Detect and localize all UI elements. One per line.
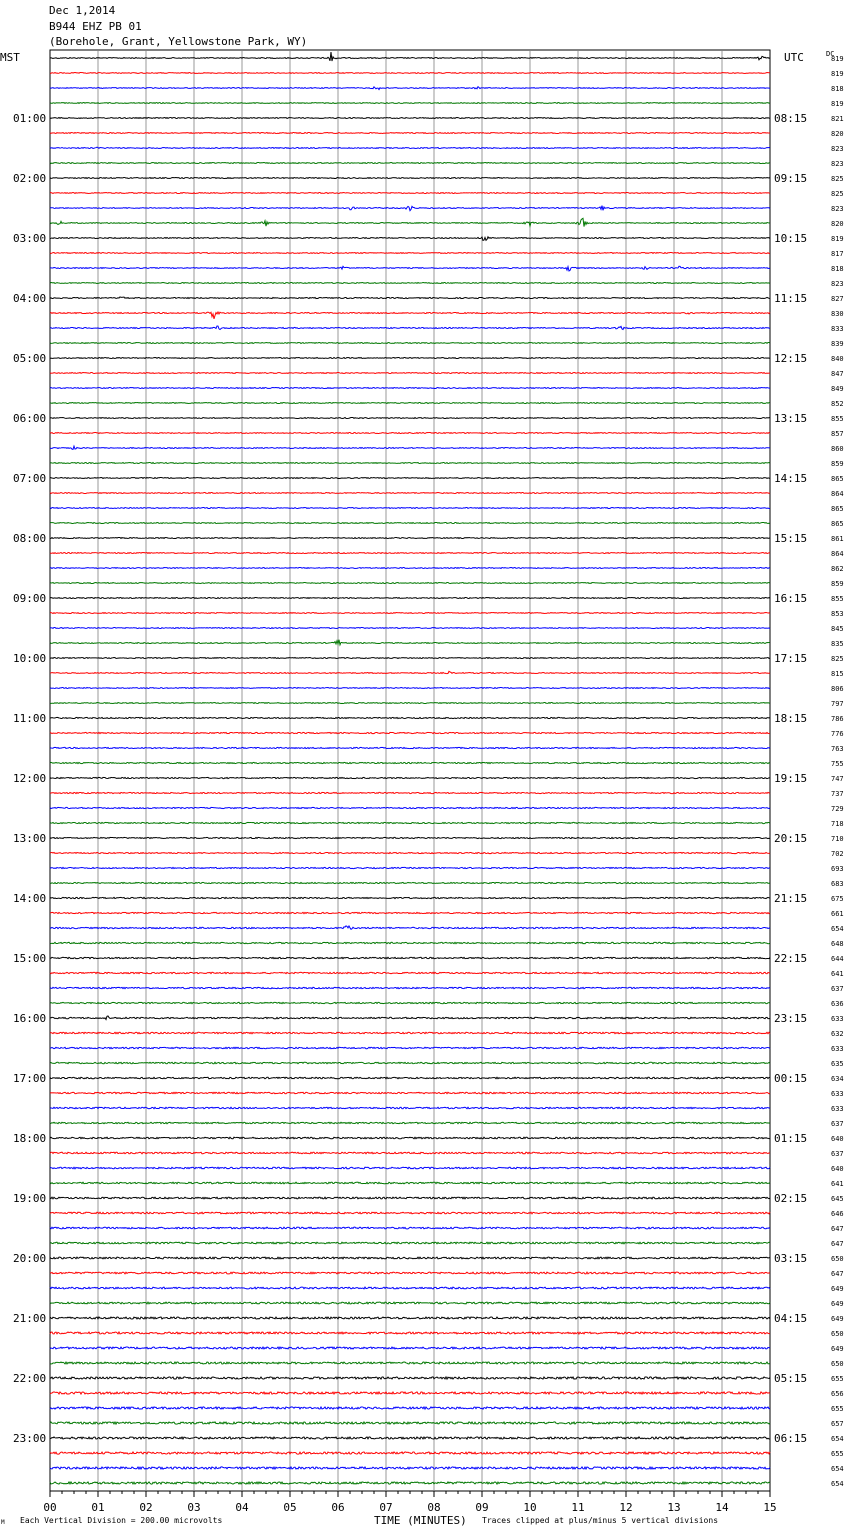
dc-offset-label: 655 (831, 1375, 844, 1383)
left-hour-label: 02:00 (13, 172, 47, 185)
seismic-trace (50, 1422, 770, 1424)
right-hour-label: 23:15 (774, 1012, 808, 1025)
dc-offset-label: 654 (831, 1435, 844, 1443)
dc-offset-label: 661 (831, 910, 844, 918)
dc-offset-label: 633 (831, 1105, 844, 1113)
seismic-trace (50, 118, 770, 119)
dc-offset-label: 646 (831, 1210, 844, 1218)
left-timezone-label: MST (0, 51, 20, 64)
seismic-trace (50, 852, 770, 853)
left-hour-label: 07:00 (13, 472, 47, 485)
seismic-trace (50, 1482, 770, 1484)
seismic-trace (50, 133, 770, 134)
x-tick-label: 07 (379, 1501, 393, 1514)
right-hour-label: 20:15 (774, 832, 808, 845)
left-hour-label: 06:00 (13, 412, 47, 425)
seismic-trace (50, 1212, 770, 1214)
seismic-trace (50, 1032, 770, 1034)
dc-offset-label: 645 (831, 1195, 844, 1203)
x-tick-label: 09 (475, 1501, 489, 1514)
right-hour-label: 14:15 (774, 472, 808, 485)
x-axis-title: TIME (MINUTES) (374, 1514, 467, 1527)
seismic-trace (50, 1002, 770, 1003)
dc-offset-label: 823 (831, 280, 844, 288)
dc-offset-label: 839 (831, 340, 844, 348)
dc-offset-label: 641 (831, 1180, 844, 1188)
seismic-trace (50, 193, 770, 194)
seismic-trace (50, 237, 770, 241)
seismic-trace (50, 538, 770, 539)
left-hour-label: 15:00 (13, 952, 47, 965)
seismic-trace (50, 1407, 770, 1409)
dc-offset-label: 835 (831, 640, 844, 648)
right-hour-label: 16:15 (774, 592, 808, 605)
x-axis (43, 1491, 776, 1514)
left-hour-label: 10:00 (13, 652, 47, 665)
seismic-trace (50, 957, 770, 958)
dc-offset-label: 636 (831, 1000, 844, 1008)
seismic-trace (50, 658, 770, 659)
dc-offset-label: 747 (831, 775, 844, 783)
left-hour-label: 01:00 (13, 112, 47, 125)
right-hour-label: 10:15 (774, 232, 808, 245)
right-hour-label: 08:15 (774, 112, 808, 125)
dc-offset-label: 675 (831, 895, 844, 903)
dc-offset-label: 640 (831, 1165, 844, 1173)
dc-offset-label: 817 (831, 250, 844, 258)
dc-offset-label: 649 (831, 1300, 844, 1308)
left-hour-label: 18:00 (13, 1132, 47, 1145)
footer-mark: M (1, 1519, 5, 1526)
seismic-trace (50, 1437, 770, 1439)
left-hour-labels (13, 112, 46, 1445)
x-tick-label: 00 (43, 1501, 57, 1514)
dc-offset-label: 654 (831, 1465, 844, 1473)
dc-offset-label: 849 (831, 385, 844, 393)
seismic-trace (50, 297, 770, 299)
seismic-trace (50, 253, 770, 254)
seismic-trace (50, 1257, 770, 1259)
dc-offset-label: 865 (831, 520, 844, 528)
seismic-trace (50, 388, 770, 389)
dc-offset-label: 847 (831, 370, 844, 378)
seismic-trace (50, 1287, 770, 1289)
footer-clip-note: Traces clipped at plus/minus 5 vertical divisions (482, 1516, 719, 1525)
seismic-trace (50, 1062, 770, 1064)
left-hour-label: 09:00 (13, 592, 47, 605)
plot-frame (50, 50, 770, 1491)
dc-offset-label: 763 (831, 745, 844, 753)
seismic-trace (50, 478, 770, 479)
seismic-trace (50, 283, 770, 284)
dc-offset-label: 830 (831, 310, 844, 318)
seismic-trace (50, 732, 770, 733)
header-date: Dec 1,2014 (49, 4, 116, 17)
dc-offset-label: 786 (831, 715, 844, 723)
dc-offset-label: 656 (831, 1390, 844, 1398)
seismic-trace (50, 1122, 770, 1124)
seismic-trace (50, 1272, 770, 1274)
dc-offset-label: 776 (831, 730, 844, 738)
dc-offset-label: 857 (831, 430, 844, 438)
dc-offset-label: 683 (831, 880, 844, 888)
x-tick-label: 11 (571, 1501, 585, 1514)
dc-offset-label: 819 (831, 55, 844, 63)
seismic-trace (50, 807, 770, 808)
dc-offset-label: 637 (831, 985, 844, 993)
dc-offset-label: 644 (831, 955, 844, 963)
seismic-trace (50, 1167, 770, 1169)
dc-header-label: DC (826, 50, 835, 58)
right-hour-label: 22:15 (774, 952, 808, 965)
dc-offset-label: 647 (831, 1225, 844, 1233)
right-hour-label: 01:15 (774, 1132, 808, 1145)
seismic-trace (50, 358, 770, 359)
seismic-trace (50, 1347, 770, 1349)
dc-offset-label: 855 (831, 595, 844, 603)
seismic-trace (50, 1077, 770, 1079)
seismic-trace (50, 822, 770, 823)
dc-offset-label: 637 (831, 1150, 844, 1158)
seismic-trace (50, 523, 770, 524)
dc-offset-label: 729 (831, 805, 844, 813)
dc-offset-label: 702 (831, 850, 844, 858)
dc-offset-label: 815 (831, 670, 844, 678)
seismic-trace (50, 52, 770, 61)
seismic-trace (50, 433, 770, 434)
seismic-trace (50, 972, 770, 973)
seismic-trace (50, 671, 770, 673)
seismic-trace (50, 1016, 770, 1020)
seismic-trace (50, 343, 770, 344)
dc-offset-label: 693 (831, 865, 844, 873)
seismic-trace (50, 897, 770, 898)
seismic-trace (50, 1047, 770, 1048)
x-tick-label: 06 (331, 1501, 345, 1514)
x-tick-label: 03 (187, 1501, 201, 1514)
dc-offset-label: 634 (831, 1075, 844, 1083)
left-hour-label: 12:00 (13, 772, 47, 785)
dc-offset-label: 797 (831, 700, 844, 708)
dc-offset-label: 650 (831, 1360, 844, 1368)
seismic-trace (50, 493, 770, 494)
seismic-trace (50, 312, 770, 319)
dc-offset-label: 825 (831, 655, 844, 663)
seismic-trace (50, 508, 770, 509)
seismic-trace (50, 266, 770, 271)
header-location: (Borehole, Grant, Yellowstone Park, WY) (49, 35, 308, 48)
dc-offset-label: 818 (831, 85, 844, 93)
dc-offset-label: 640 (831, 1135, 844, 1143)
dc-offset-label: 859 (831, 460, 844, 468)
seismic-trace (50, 613, 770, 614)
seismic-trace (50, 553, 770, 554)
dc-offset-label: 655 (831, 1450, 844, 1458)
dc-offset-label: 845 (831, 625, 844, 633)
dc-offset-label: 635 (831, 1060, 844, 1068)
seismic-trace (50, 163, 770, 164)
dc-offset-label: 852 (831, 400, 844, 408)
dc-offset-label: 819 (831, 100, 844, 108)
left-hour-label: 19:00 (13, 1192, 47, 1205)
left-hour-label: 16:00 (13, 1012, 47, 1025)
dc-offset-label: 823 (831, 160, 844, 168)
seismic-trace (50, 747, 770, 748)
dc-offset-label: 827 (831, 295, 844, 303)
dc-offset-label: 820 (831, 130, 844, 138)
right-hour-label: 02:15 (774, 1192, 808, 1205)
dc-offset-labels (831, 55, 844, 1488)
x-tick-label: 13 (667, 1501, 681, 1514)
seismic-trace (50, 206, 770, 211)
seismic-trace (50, 583, 770, 584)
left-hour-label: 08:00 (13, 532, 47, 545)
dc-offset-label: 633 (831, 1015, 844, 1023)
seismic-trace (50, 326, 770, 330)
seismic-trace (50, 1227, 770, 1229)
dc-offset-label: 865 (831, 475, 844, 483)
left-hour-label: 04:00 (13, 292, 47, 305)
x-tick-label: 10 (523, 1501, 537, 1514)
seismic-trace (50, 403, 770, 404)
right-hour-label: 12:15 (774, 352, 808, 365)
dc-offset-label: 864 (831, 490, 844, 498)
seismic-trace (50, 1467, 770, 1469)
seismic-trace (50, 1242, 770, 1244)
seismic-trace (50, 568, 770, 569)
dc-offset-label: 649 (831, 1345, 844, 1353)
seismic-trace (50, 1197, 770, 1199)
seismic-trace (50, 103, 770, 104)
right-hour-labels (774, 112, 807, 1445)
grid-lines (50, 50, 770, 1491)
seismic-trace (50, 777, 770, 778)
seismic-trace (50, 418, 770, 419)
dc-offset-label: 865 (831, 505, 844, 513)
seismic-trace (50, 218, 770, 226)
seismic-trace (50, 882, 770, 883)
seismic-trace (50, 703, 770, 704)
dc-offset-label: 806 (831, 685, 844, 693)
dc-offset-label: 654 (831, 925, 844, 933)
left-hour-label: 20:00 (13, 1252, 47, 1265)
dc-offset-label: 825 (831, 175, 844, 183)
seismic-trace (50, 912, 770, 913)
seismic-trace (50, 640, 770, 645)
seismic-trace (50, 1182, 770, 1184)
x-tick-label: 05 (283, 1501, 297, 1514)
x-tick-label: 02 (139, 1501, 153, 1514)
dc-offset-label: 654 (831, 1480, 844, 1488)
seismic-trace (50, 867, 770, 868)
right-hour-label: 03:15 (774, 1252, 808, 1265)
dc-offset-label: 859 (831, 580, 844, 588)
dc-offset-label: 637 (831, 1120, 844, 1128)
seismic-trace (50, 178, 770, 179)
seismic-trace (50, 1152, 770, 1154)
right-hour-label: 06:15 (774, 1432, 808, 1445)
dc-offset-label: 840 (831, 355, 844, 363)
right-hour-label: 05:15 (774, 1372, 808, 1385)
seismic-trace (50, 463, 770, 464)
seismic-trace (50, 1332, 770, 1334)
seismic-trace (50, 147, 770, 148)
dc-offset-label: 641 (831, 970, 844, 978)
dc-offset-label: 647 (831, 1270, 844, 1278)
dc-offset-label: 648 (831, 940, 844, 948)
seismic-trace (50, 1317, 770, 1319)
left-hour-label: 05:00 (13, 352, 47, 365)
seismic-trace (50, 1377, 770, 1379)
seismic-trace (50, 762, 770, 763)
seismic-trace (50, 373, 770, 374)
right-hour-label: 15:15 (774, 532, 808, 545)
left-hour-label: 14:00 (13, 892, 47, 905)
seismic-trace (50, 926, 770, 929)
dc-offset-label: 823 (831, 205, 844, 213)
header-station: B944 EHZ PB 01 (49, 20, 142, 33)
seismic-trace (50, 1302, 770, 1304)
left-hour-label: 11:00 (13, 712, 47, 725)
right-hour-label: 17:15 (774, 652, 808, 665)
x-tick-label: 08 (427, 1501, 441, 1514)
footer-scale-note: Each Vertical Division = 200.00 microvolts (20, 1516, 223, 1525)
right-hour-label: 18:15 (774, 712, 808, 725)
dc-offset-label: 821 (831, 115, 844, 123)
seismic-trace (50, 1452, 770, 1454)
right-hour-label: 21:15 (774, 892, 808, 905)
x-tick-label: 04 (235, 1501, 249, 1514)
dc-offset-label: 650 (831, 1255, 844, 1263)
left-hour-label: 23:00 (13, 1432, 47, 1445)
dc-offset-label: 823 (831, 145, 844, 153)
seismic-trace (50, 942, 770, 943)
seismic-trace (50, 73, 770, 74)
dc-offset-label: 820 (831, 220, 844, 228)
seismic-trace (50, 87, 770, 90)
x-tick-label: 15 (763, 1501, 777, 1514)
right-hour-label: 00:15 (774, 1072, 808, 1085)
dc-offset-label: 825 (831, 190, 844, 198)
seismic-trace (50, 1137, 770, 1139)
seismic-trace (50, 837, 770, 838)
dc-offset-label: 819 (831, 235, 844, 243)
x-tick-label: 01 (91, 1501, 105, 1514)
dc-offset-label: 864 (831, 550, 844, 558)
dc-offset-label: 755 (831, 760, 844, 768)
left-hour-label: 17:00 (13, 1072, 47, 1085)
trace-group (50, 52, 770, 1484)
dc-offset-label: 632 (831, 1030, 844, 1038)
seismic-trace (50, 1362, 770, 1364)
left-hour-label: 21:00 (13, 1312, 47, 1325)
seismic-trace (50, 1092, 770, 1094)
right-hour-label: 11:15 (774, 292, 808, 305)
dc-offset-label: 860 (831, 445, 844, 453)
dc-offset-label: 819 (831, 70, 844, 78)
dc-offset-label: 647 (831, 1240, 844, 1248)
dc-offset-label: 657 (831, 1420, 844, 1428)
dc-offset-label: 633 (831, 1090, 844, 1098)
seismic-trace (50, 987, 770, 988)
dc-offset-label: 710 (831, 835, 844, 843)
dc-offset-label: 650 (831, 1330, 844, 1338)
dc-offset-label: 862 (831, 565, 844, 573)
right-hour-label: 13:15 (774, 412, 808, 425)
dc-offset-label: 818 (831, 265, 844, 273)
seismic-trace (50, 1392, 770, 1394)
dc-offset-label: 649 (831, 1285, 844, 1293)
x-tick-label: 14 (715, 1501, 729, 1514)
left-hour-label: 13:00 (13, 832, 47, 845)
dc-offset-label: 853 (831, 610, 844, 618)
seismic-trace (50, 446, 770, 449)
seismic-trace (50, 598, 770, 599)
x-tick-label: 12 (619, 1501, 633, 1514)
dc-offset-label: 855 (831, 415, 844, 423)
right-timezone-label: UTC (784, 51, 804, 64)
seismic-trace (50, 717, 770, 718)
dc-offset-label: 833 (831, 325, 844, 333)
dc-offset-label: 649 (831, 1315, 844, 1323)
dc-offset-label: 737 (831, 790, 844, 798)
seismic-trace (50, 628, 770, 629)
dc-offset-label: 655 (831, 1405, 844, 1413)
right-hour-label: 19:15 (774, 772, 808, 785)
dc-offset-label: 718 (831, 820, 844, 828)
right-hour-label: 09:15 (774, 172, 808, 185)
seismic-trace (50, 792, 770, 793)
left-hour-label: 03:00 (13, 232, 47, 245)
seismic-trace (50, 688, 770, 689)
seismic-trace (50, 1107, 770, 1109)
right-hour-label: 04:15 (774, 1312, 808, 1325)
dc-offset-label: 633 (831, 1045, 844, 1053)
dc-offset-label: 861 (831, 535, 844, 543)
left-hour-label: 22:00 (13, 1372, 47, 1385)
